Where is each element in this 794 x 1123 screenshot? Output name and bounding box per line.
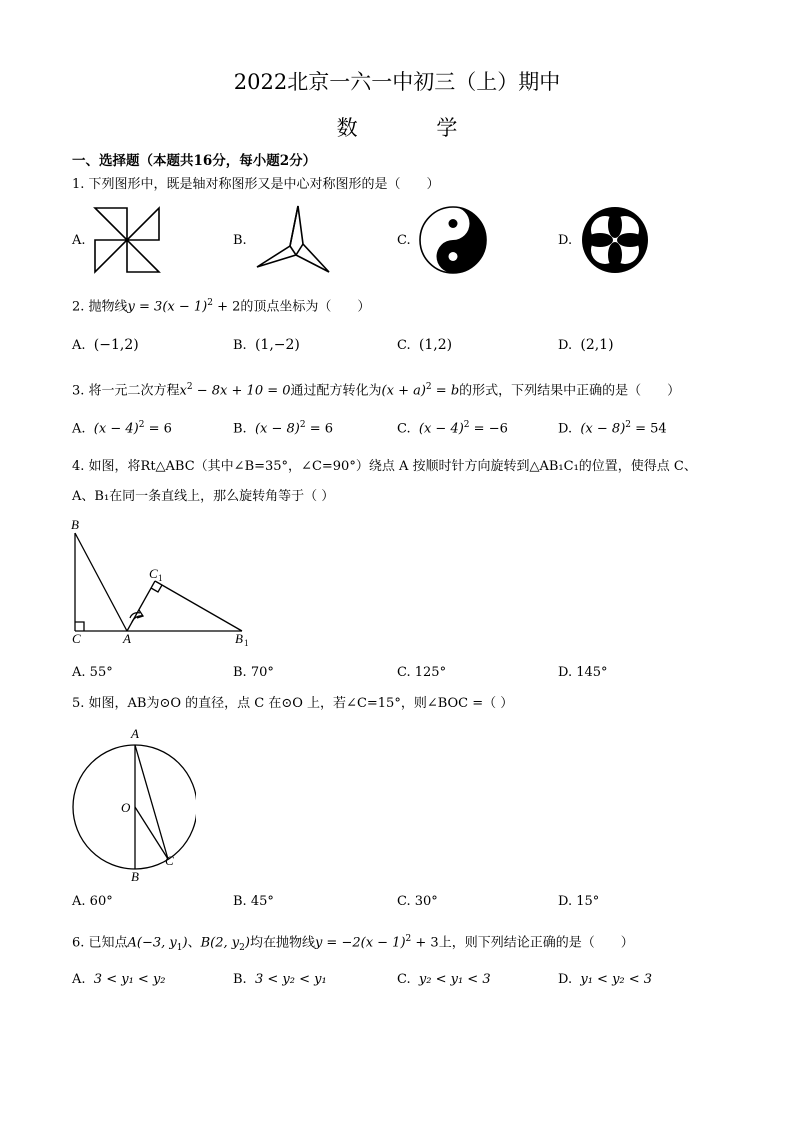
q2-option-d: D. (2,1) xyxy=(558,337,614,353)
q6-option-c: C. y₂ < y₁ < 3 xyxy=(397,972,491,987)
label-c: C xyxy=(165,853,174,868)
q3-option-c: C. $(x - 4)^2 = -6$ xyxy=(397,420,508,437)
q5-option-c: C. 30° xyxy=(397,894,438,909)
question-4-line-1: 4. 如图，将Rt△ABC（其中∠B=35°，∠C=90°）绕点 A 按顺时针方向旋转到△AB₁C₁的位置，使得点 C、 xyxy=(72,459,697,474)
q2-option-a: A. (−1,2) xyxy=(72,337,139,353)
q1-option-d-label: D. xyxy=(558,233,573,248)
rotation-triangle-figure xyxy=(66,515,256,650)
q6-option-d: D. y₁ < y₂ < 3 xyxy=(558,972,653,987)
question-2-stem: 2. 抛物线$y = 3(x - 1)^2 + 2$的顶点坐标为（ ） xyxy=(72,298,371,315)
q1-option-a-label: A. xyxy=(72,233,86,248)
question-3-stem: 3. 将一元二次方程$x^2 - 8x + 10 = 0$通过配方转化为$(x + a)^2 = b$的形式，下列结果中正确的是（ ） xyxy=(72,382,681,399)
label-b: B xyxy=(131,869,139,884)
question-1-stem: 1. 下列图形中，既是轴对称图形又是中心对称图形的是（ ） xyxy=(72,177,440,192)
q4-option-d: D. 145° xyxy=(558,665,608,680)
label-c1-sub: 1 xyxy=(158,573,163,583)
question-4-line-2: A、B₁在同一条直线上，那么旋转角等于（ ） xyxy=(72,489,335,504)
three-point-star-figure xyxy=(254,204,332,274)
q3-option-d: D. $(x - 8)^2 = 54$ xyxy=(558,420,667,437)
circle-diameter-figure xyxy=(66,724,196,884)
label-b: B xyxy=(71,517,79,532)
question-6-stem: 6. 已知点A(−3, $y_1$)、B(2, $y_2$)均在抛物线$y = -2(x - 1)^2 + 3$上，则下列结论正确的是（ ） xyxy=(72,934,634,953)
subject-title: 数 学 xyxy=(336,116,494,140)
label-c: C xyxy=(72,631,81,646)
exam-title: 2022北京一六一中初三（上）期中 xyxy=(233,70,561,94)
section-heading: 一、选择题（本题共16分，每小题2分） xyxy=(72,153,317,169)
q4-option-c: C. 125° xyxy=(397,665,447,680)
q1-option-c-label: C. xyxy=(397,233,411,248)
pinwheel-figure xyxy=(92,205,162,275)
q6-option-b: B. 3 < y₂ < y₁ xyxy=(233,972,327,987)
label-c1: C xyxy=(149,566,158,581)
label-b1: B xyxy=(235,631,243,646)
question-5-stem: 5. 如图，AB为⊙O 的直径，点 C 在⊙O 上，若∠C=15°，则∠BOC =（ ） xyxy=(72,696,514,711)
q1-option-b-label: B. xyxy=(233,233,247,248)
label-b1-sub: 1 xyxy=(244,638,249,648)
q4-option-a: A. 55° xyxy=(72,665,113,680)
label-a: A xyxy=(123,631,131,646)
q5-option-b: B. 45° xyxy=(233,894,274,909)
q2-option-c: C. (1,2) xyxy=(397,337,453,353)
q5-option-d: D. 15° xyxy=(558,894,600,909)
label-o: O xyxy=(121,800,131,815)
label-a: A xyxy=(131,726,139,741)
q6-option-a: A. 3 < y₁ < y₂ xyxy=(72,972,166,987)
q4-option-b: B. 70° xyxy=(233,665,274,680)
q3-option-a: A. $(x - 4)^2 = 6$ xyxy=(72,420,172,437)
four-petal-figure xyxy=(580,205,650,275)
q3-option-b: B. $(x - 8)^2 = 6$ xyxy=(233,420,334,437)
yin-yang-figure xyxy=(418,205,488,275)
q5-option-a: A. 60° xyxy=(72,894,113,909)
q2-option-b: B. (1,−2) xyxy=(233,337,300,353)
